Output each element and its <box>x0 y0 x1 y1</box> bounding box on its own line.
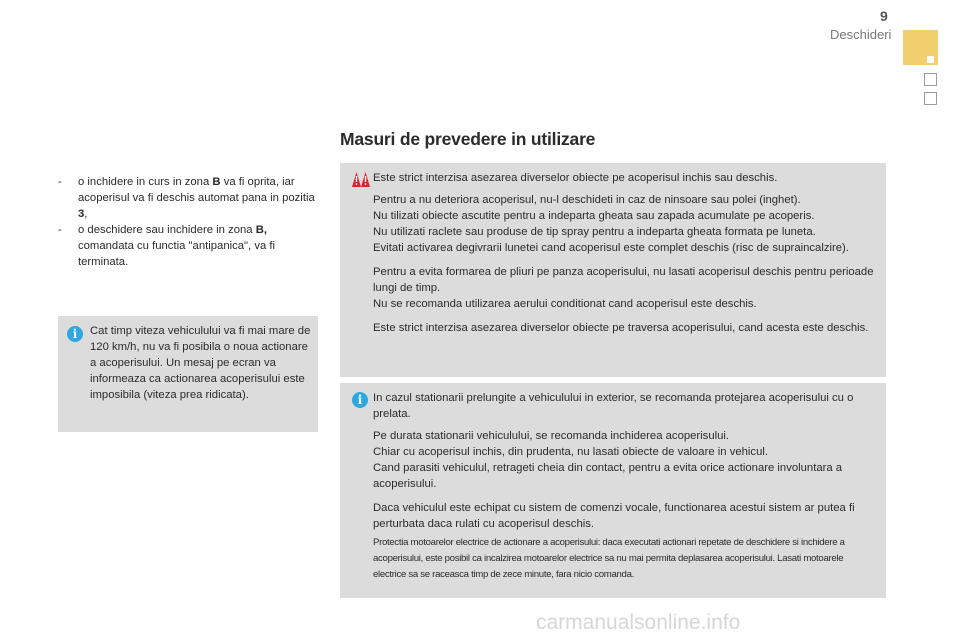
warning-paragraph: Este strict interzisa asezarea diverselor obiecte pe acoperisul inchis sau deschis. <box>373 172 778 184</box>
page-heading: Masuri de prevedere in utilizare <box>340 129 596 149</box>
zone-label: B <box>212 176 221 188</box>
chapter-tab <box>903 30 938 65</box>
zone-label: B, <box>255 224 268 236</box>
warning-text <box>373 170 878 342</box>
bullet-item <box>58 222 320 270</box>
bullet-list <box>58 174 320 270</box>
chapter-tab-mark <box>927 56 934 63</box>
warning-paragraph: Pentru a nu deteriora acoperisul, nu-l deschideti in caz de ninsoare sau polei (inghet). Nu tilizati obiecte ascutite pentru a indeparta gheata sau zapada acumulate pe acoperis. Nu utilizati raclete sau produse de tip spray pentru a indeparta gheata formata pe luneta. Evitati activarea degivrarii lunetei cand acoperisul este complet deschis (risc de supraincalzire). <box>373 194 849 254</box>
info-icon: i <box>67 326 83 342</box>
section-title: Deschideri <box>830 27 892 42</box>
warning-paragraph: Pentru a evita formarea de pliuri pe panza acoperisului, nu lasati acoperisul deschis pentru perioade lungi de timp. Nu se recomanda utilizarea aerului conditionat cand acoperisul este deschis. <box>373 266 874 310</box>
warning-paragraph: Este strict interzisa asezarea diverselor obiecte pe traversa acoperisului, cand acesta este deschis. <box>373 322 869 334</box>
bullet-dash: - <box>58 176 62 188</box>
warning-icon <box>351 171 371 188</box>
bullet-item <box>58 174 320 222</box>
bullet-text-part: comandata cu functia "antipanica", va fi terminata. <box>78 240 276 268</box>
fine-print: Protectia motoarelor electrice de actionare a acoperisului: daca executati actionari repetate de deschidere si inchidere a acoperisului, este posibil ca incalzirea motoarelor electrice sa nu mai permita deplasarea acoperisului. Lasati motoarele electrice sa se raceasca timp de zece minute, fara nicio comanda. <box>373 537 845 580</box>
bullet-text-part: va fi oprita, iar acoperisul va fi deschis automat pana in pozitia <box>78 176 315 204</box>
bullet-text-part: o deschidere sau inchidere in zona <box>78 224 256 236</box>
bullet-text-part: o inchidere in curs in zona <box>78 176 213 188</box>
info-paragraph: In cazul stationarii prelungite a vehiculului in exterior, se recomanda protejarea acoperisului cu o prelata. <box>373 392 854 420</box>
bullet-text-part: , <box>84 208 88 220</box>
info-box <box>340 383 886 598</box>
info-paragraph: Pe durata stationarii vehiculului, se recomanda inchiderea acoperisului. Chiar cu acoperisul inchis, din prudenta, nu lasati obiecte de valoare in vehicul. Cand parasiti vehiculul, retrageti cheia din contact, pentru a evita orice actionare involuntara a acoperisului. <box>373 430 843 490</box>
position-label: 3 <box>78 208 85 220</box>
speed-info-box <box>58 316 318 432</box>
info-icon: i <box>352 392 368 408</box>
bullet-dash: - <box>58 224 62 236</box>
bullet-text <box>78 222 320 270</box>
speed-info-text: Cat timp viteza vehiculului va fi mai mare de 120 km/h, nu va fi posibila o noua actionare a acoperisului. Un mesaj pe ecran va informeaza ca actionarea acoperisului este imposibila (viteza prea ridicata). <box>90 325 311 401</box>
info-text <box>373 390 878 583</box>
chapter-marker-box <box>924 92 937 105</box>
page-number: 9 <box>880 8 888 24</box>
bullet-text <box>78 174 320 222</box>
watermark: carmanualsonline.info <box>536 611 741 634</box>
chapter-marker-box <box>924 73 937 86</box>
warning-box <box>340 163 886 377</box>
info-paragraph: Daca vehiculul este echipat cu sistem de comenzi vocale, functionarea acestui sistem ar putea fi perturbata daca rulati cu acoperisul deschis. <box>373 502 855 530</box>
